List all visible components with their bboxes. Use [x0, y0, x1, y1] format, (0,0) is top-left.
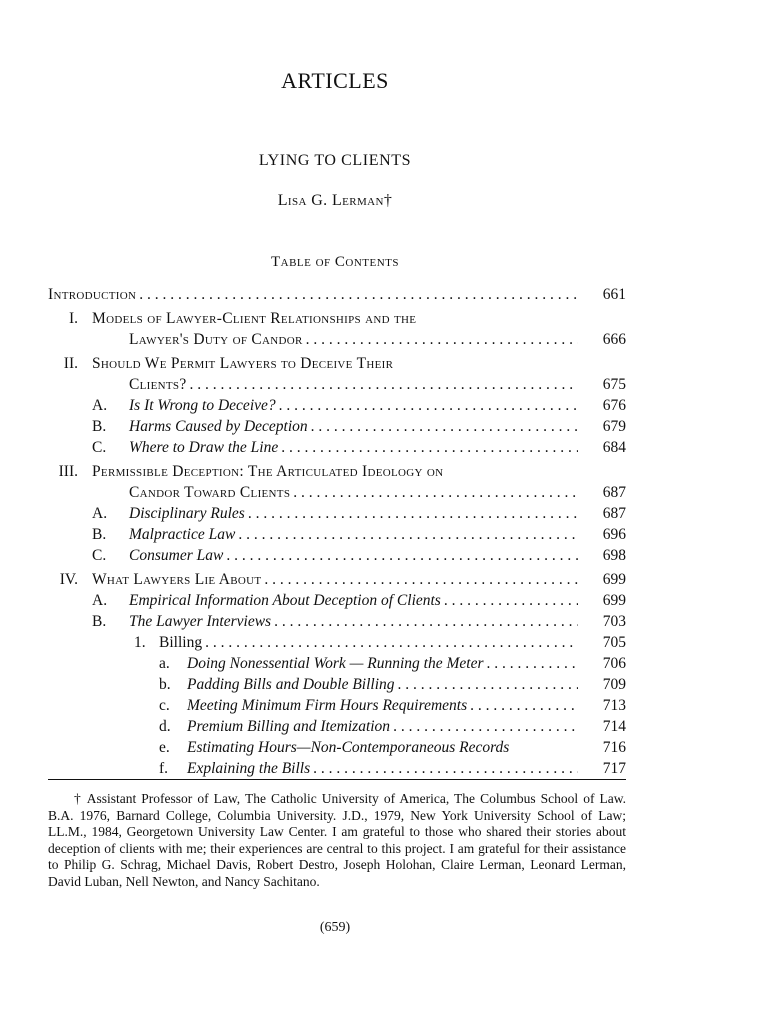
- toc-dot-leader: [248, 503, 578, 524]
- toc-dot-leader: [274, 611, 578, 632]
- toc-entry: [48, 632, 626, 653]
- toc-entry: [48, 611, 626, 632]
- toc-entry-title: Malpractice Law: [129, 526, 236, 543]
- toc-entry: [48, 461, 626, 482]
- toc-entry-page: 661: [602, 286, 626, 303]
- footnote: † Assistant Professor of Law, The Catholic University of America, The Columbus School of Law. B.A. 1976, Barnard College, Columbia University. J.D., 1979, New York University School of Law; LL.M., 1984, Georgetown University Law Center. I am grateful to those who shared their stories about deception of clients with me; their experiences are central to this project. I am grateful for their assistance to Philip G. Schrag, Michael Davis, Robert Destro, Joseph Holohan, Claire Lerman, Leonard Lerman, David Luban, Nell Newton, and Nancy Sachitano.: [48, 791, 626, 889]
- toc-entry-number: a.: [159, 655, 170, 672]
- toc-entry-title: Introduction: [48, 286, 137, 303]
- toc-entry-page: 676: [602, 397, 626, 414]
- toc-entry-number: I.: [68, 310, 78, 327]
- toc-entry-number: B.: [92, 526, 107, 543]
- toc-entry-page: 713: [602, 697, 626, 714]
- toc-dot-leader: [238, 524, 578, 545]
- toc-dot-leader: [311, 416, 578, 437]
- toc-entry: [48, 545, 626, 566]
- toc-entry: [48, 590, 626, 611]
- toc-entry: [48, 716, 626, 737]
- footnote-divider: [48, 779, 626, 780]
- toc-entry-page: 705: [602, 634, 626, 651]
- toc-entry: [48, 416, 626, 437]
- toc-entry-title: Models of Lawyer-Client Relationships and the: [92, 310, 417, 327]
- toc-dot-leader: [205, 632, 578, 653]
- toc-entry-number: f.: [159, 760, 169, 777]
- toc-entry: [48, 395, 626, 416]
- toc-entry-number: C.: [92, 547, 107, 564]
- toc-entry-number: b.: [159, 676, 171, 693]
- toc-dot-leader: [281, 437, 578, 458]
- toc-dot-leader: [313, 758, 578, 779]
- toc-entry-title: Is It Wrong to Deceive?: [129, 397, 276, 414]
- toc-entry-page: 703: [602, 613, 626, 630]
- toc-entry: [48, 674, 626, 695]
- toc-entry: [48, 503, 626, 524]
- toc-entry-title: Should We Permit Lawyers to Deceive Their: [92, 355, 394, 372]
- article-author: Lisa G. Lerman†: [277, 192, 393, 209]
- toc-dot-leader: [293, 482, 578, 503]
- toc-entry-number: e.: [159, 739, 170, 756]
- section-label: ARTICLES: [281, 68, 389, 93]
- toc-entry: [48, 482, 626, 503]
- toc-entry-number: II.: [63, 355, 78, 372]
- toc-entry-page: 687: [602, 484, 626, 501]
- toc-entry-title: Meeting Minimum Firm Hours Requirements: [187, 697, 468, 714]
- toc-entry-title: Permissible Deception: The Articulated Ideology on: [92, 463, 444, 480]
- toc-dot-leader: [279, 395, 578, 416]
- toc-entry-page: 696: [602, 526, 626, 543]
- toc-dot-leader: [306, 329, 578, 350]
- toc-entry-page: 716: [602, 739, 626, 756]
- toc-entry-title: Consumer Law: [129, 547, 224, 564]
- toc-entry-number: A.: [92, 505, 108, 522]
- toc-entry-title: Padding Bills and Double Billing: [187, 676, 395, 693]
- toc-entry-number: III.: [58, 463, 78, 480]
- toc-entry: [48, 353, 626, 374]
- toc-entry-page: 666: [602, 331, 626, 348]
- toc-entry-number: A.: [92, 397, 108, 414]
- toc-entry-title: Clients?: [129, 376, 187, 393]
- toc-entry-title: Where to Draw the Line: [129, 439, 279, 456]
- toc-entry-title: Explaining the Bills: [187, 760, 311, 777]
- toc-entry-title: Premium Billing and Itemization: [187, 718, 391, 735]
- toc-entry: [48, 524, 626, 545]
- toc-entry-number: B.: [92, 418, 107, 435]
- toc-entry: [48, 308, 626, 329]
- toc-entry: [48, 284, 626, 305]
- toc-entry-page: 675: [602, 376, 626, 393]
- toc-entry: [48, 737, 626, 758]
- toc-entry-title: Disciplinary Rules: [129, 505, 245, 522]
- toc-dot-leader: [470, 695, 578, 716]
- toc-entry-title: The Lawyer Interviews: [129, 613, 272, 630]
- toc-entry-number: 1.: [134, 634, 146, 651]
- toc-entry-page: 717: [602, 760, 626, 777]
- toc-entry-number: d.: [159, 718, 171, 735]
- toc-entry: [48, 437, 626, 458]
- toc-dot-leader: [398, 674, 578, 695]
- toc-heading: Table of Contents: [270, 254, 400, 270]
- toc-entry-page: 698: [602, 547, 626, 564]
- toc-entry-page: 699: [602, 571, 626, 588]
- article-title: LYING TO CLIENTS: [258, 152, 412, 169]
- toc-entry: [48, 695, 626, 716]
- toc-entry-page: 679: [602, 418, 626, 435]
- toc-dot-leader: [139, 284, 578, 305]
- toc-entry-number: A.: [92, 592, 108, 609]
- toc-entry-title: Empirical Information About Deception of Clients: [129, 592, 441, 609]
- toc-entry-title: Lawyer's Duty of Candor: [129, 331, 303, 348]
- toc-dot-leader: [264, 569, 578, 590]
- toc-dot-leader: [444, 590, 578, 611]
- toc-entry-number: c.: [159, 697, 170, 714]
- toc-entry-number: C.: [92, 439, 107, 456]
- toc-entry: [48, 374, 626, 395]
- toc-entry-title: What Lawyers Lie About: [92, 571, 262, 588]
- toc-entry-title: Billing: [159, 634, 203, 651]
- toc-dot-leader: [190, 374, 578, 395]
- toc-dot-leader: [486, 653, 578, 674]
- toc-entry-page: 684: [602, 439, 626, 456]
- toc-entry-title: Estimating Hours—Non-Contemporaneous Records: [187, 739, 510, 756]
- toc-entry: [48, 329, 626, 350]
- toc-entry: [48, 758, 626, 779]
- toc-entry: [48, 653, 626, 674]
- toc-entry-number: IV.: [59, 571, 78, 588]
- toc-entry-page: 699: [602, 592, 626, 609]
- toc-dot-leader: [226, 545, 578, 566]
- toc-entry-page: 709: [602, 676, 626, 693]
- page-number: (659): [319, 920, 351, 935]
- toc-entry-title: Harms Caused by Deception: [129, 418, 308, 435]
- toc-entry-page: 706: [602, 655, 626, 672]
- toc-entry: [48, 569, 626, 590]
- table-of-contents: [48, 284, 626, 779]
- toc-dot-leader: [393, 716, 578, 737]
- toc-entry-title: Doing Nonessential Work — Running the Meter: [187, 655, 484, 672]
- toc-entry-page: 687: [602, 505, 626, 522]
- toc-entry-number: B.: [92, 613, 107, 630]
- toc-entry-page: 714: [602, 718, 626, 735]
- toc-entry-title: Candor Toward Clients: [129, 484, 291, 501]
